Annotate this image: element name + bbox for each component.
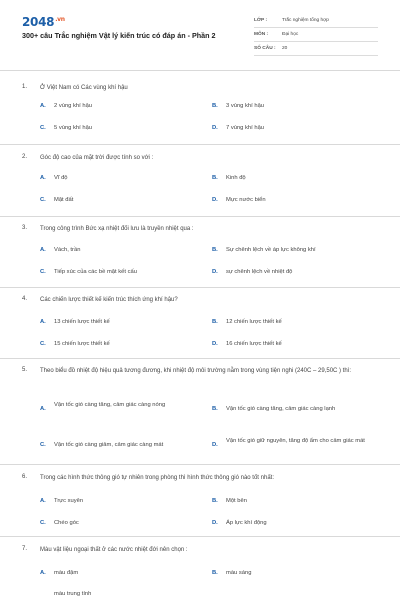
question-divider — [0, 287, 400, 288]
question-divider — [0, 144, 400, 145]
header-divider — [0, 70, 400, 71]
question-divider — [0, 464, 400, 465]
question-divider — [0, 216, 400, 217]
site-logo[interactable]: $2048^{.vn}$ — [22, 15, 65, 29]
meta-question-count: SỐ CÂU : 20 — [254, 42, 378, 56]
question-divider — [0, 358, 400, 359]
document-header — [0, 0, 400, 64]
page-title: 300+ câu Trắc nghiệm Vật lý kiến trúc có đáp án - Phần 2 — [22, 31, 216, 40]
meta-subject: MÔN : Đại học — [254, 28, 378, 42]
question-divider — [0, 536, 400, 537]
meta-class: LỚP : Trắc nghiệm tổng hợp — [254, 14, 378, 28]
